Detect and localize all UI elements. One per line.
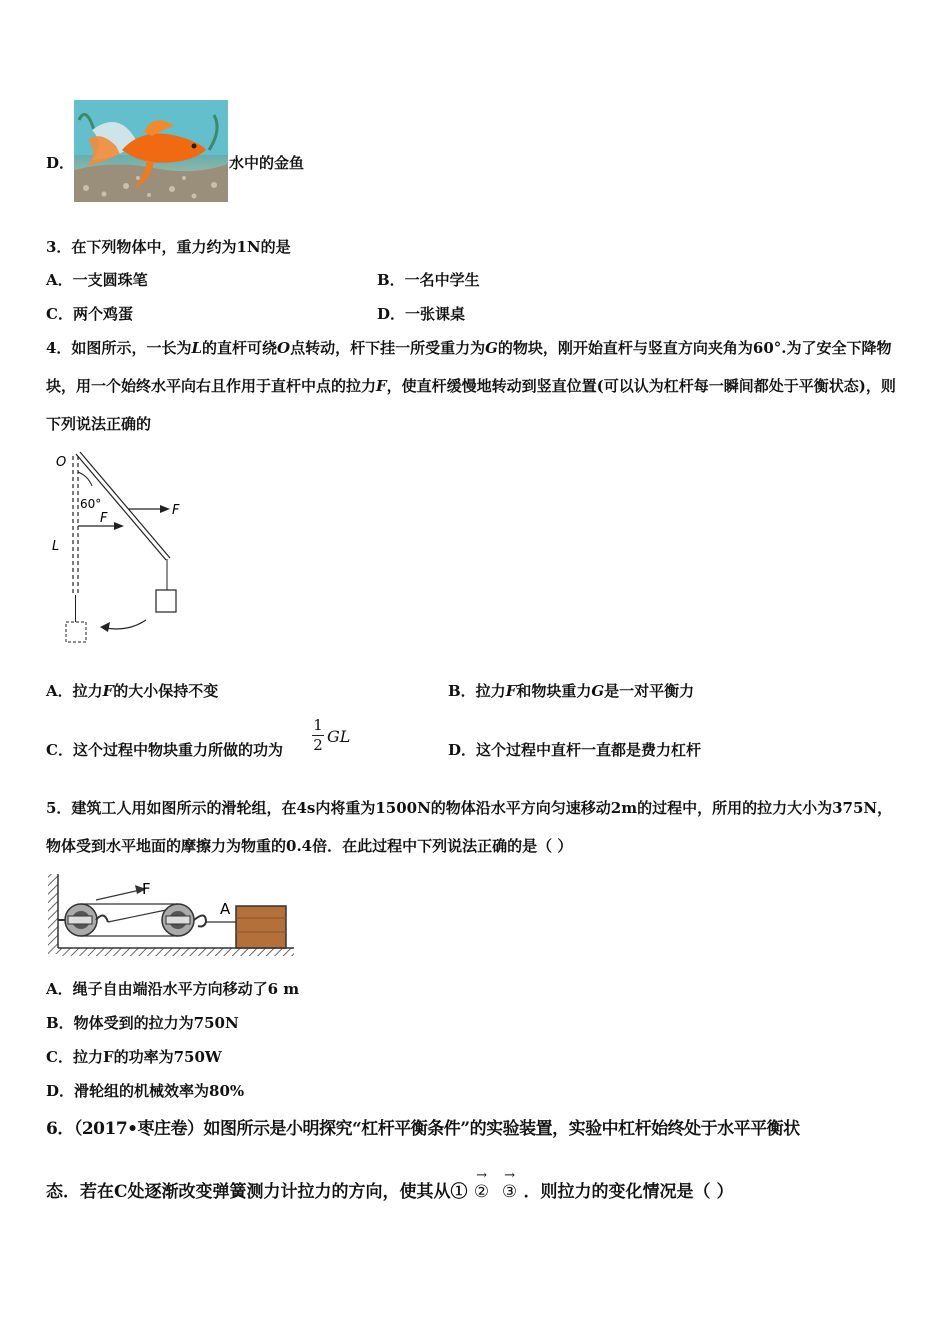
q4-fig-label-o: O [56, 455, 67, 470]
q4-stem: 4．如图所示，一长为L的直杆可绕O点转动，杆下挂一所受重力为G的物块，刚开始直杆与竖直方向夹角为60°.为了安全下降物块，用一个始终水平向右且作用于直杆中点的拉力F，使直杆缓慢地转动到竖直位置(可以认为杠杆每一瞬间都处于平衡状态)，则下列说法正确的 [46, 339, 896, 433]
q6-line2: 态．若在C处逐渐改变弹簧测力计拉力的方向，使其从① → ② → ③ ．则拉力的变化情况是（ ） [46, 1168, 734, 1202]
q2-option-d-label: D． [46, 154, 75, 172]
q5-fig-label-a: A [220, 900, 231, 918]
q6-line1: 6．（2017•枣庄卷）如图所示是小明探究“杠杆平衡条件”的实验装置，实验中杠杆始终处于水平平衡状 [46, 1119, 800, 1139]
q4-option-d: D．这个过程中直杆一直都是费力杠杆 [448, 741, 702, 759]
q3-option-c: C．两个鸡蛋 [46, 305, 133, 323]
q4-lever-figure [46, 450, 196, 650]
q4-option-c-var: GL [327, 727, 351, 746]
q3-option-a: A．一支圆珠笔 [46, 271, 148, 289]
q4-fig-angle: 60° [80, 497, 102, 511]
q4-option-c-fraction: 1 2 [313, 716, 323, 754]
q4-option-b: B．拉力F和物块重力G是一对平衡力 [448, 682, 695, 700]
q6-arrow-1: → [476, 1168, 487, 1183]
q5-option-c: C．拉力F的功率为750W [46, 1048, 222, 1066]
goldfish-image [74, 100, 228, 202]
q4-option-a: A．拉力F的大小保持不变 [46, 682, 219, 700]
q4-fig-label-f2: F [100, 511, 108, 526]
q5-fig-label-f: F [142, 880, 151, 898]
q3-option-b: B．一名中学生 [377, 271, 480, 289]
q5-option-b: B．物体受到的拉力为750N [46, 1014, 239, 1032]
q5-stem: 5．建筑工人用如图所示的滑轮组，在4s内将重为1500N的物体沿水平方向匀速移动2m的过程中，所用的拉力大小为375N，物体受到水平地面的摩擦力为物重的0.4倍．在此过程中下列说法正确的是（ ） [46, 799, 893, 855]
q2-option-d-text: 水中的金鱼 [229, 154, 305, 172]
q5-option-d: D．滑轮组的机械效率为80% [46, 1082, 245, 1100]
q5-pulley-figure [46, 870, 296, 960]
q4-fig-label-l: L [52, 539, 60, 554]
q3-option-d: D．一张课桌 [377, 305, 466, 323]
q4-option-c: C．这个过程中物块重力所做的功为 [46, 741, 283, 759]
q3-stem: 3．在下列物体中，重力约为1N的是 [46, 238, 291, 256]
q5-option-a: A．绳子自由端沿水平方向移动了6 m [46, 980, 300, 998]
q6-arrow-2: → [504, 1168, 515, 1183]
q4-fig-label-f1: F [172, 503, 180, 518]
